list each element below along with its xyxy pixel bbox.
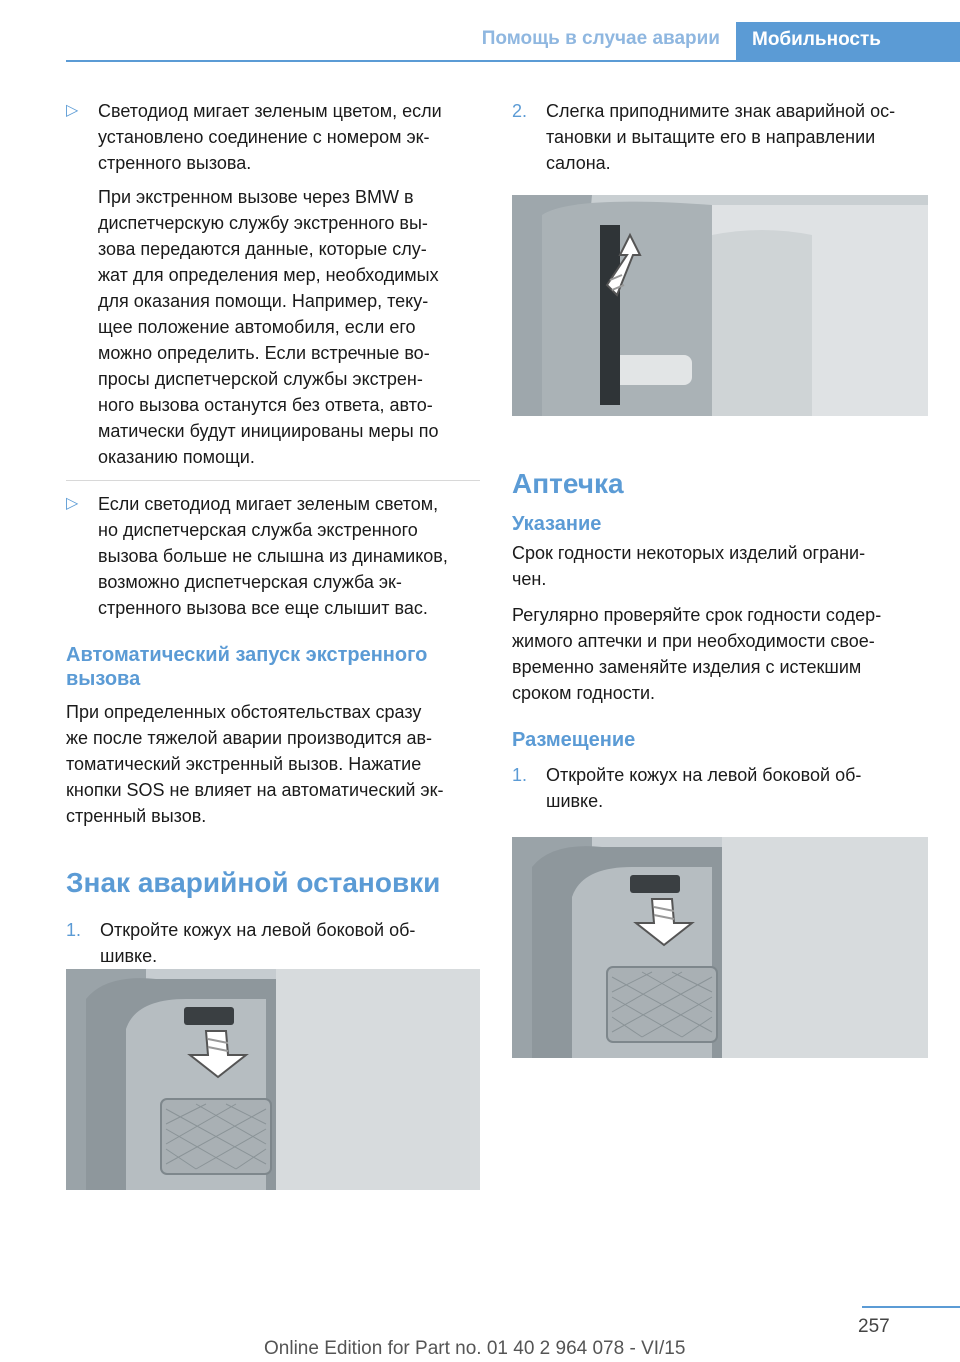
text-line: оказанию помощи. bbox=[98, 447, 255, 467]
text-line: кнопки SOS не влияет на автоматический эк- bbox=[66, 780, 444, 800]
warning-triangle-heading: Знак аварийной остановки bbox=[66, 867, 441, 898]
text-line: стренного вызова. bbox=[98, 153, 252, 173]
right-column bbox=[512, 98, 930, 176]
text-line: просы диспетчерской службы экстрен- bbox=[98, 369, 423, 389]
text-line: тановки и вытащите его в направлении bbox=[546, 127, 876, 147]
header-divider bbox=[66, 60, 960, 62]
header-chapter-label: Мобильность bbox=[752, 29, 881, 50]
text-line: Слегка приподнимите знак аварийной ос- bbox=[546, 101, 896, 121]
text-line: жат для определения мер, необходимых bbox=[98, 265, 439, 285]
edition-note: Online Edition for Part no. 01 40 2 964 078 - VI/15 bbox=[264, 1338, 686, 1359]
text-line: Откройте кожух на левой боковой об- bbox=[100, 920, 416, 940]
heading-line: вызова bbox=[66, 668, 141, 690]
warning-step-2 bbox=[512, 98, 930, 176]
note-text bbox=[512, 540, 930, 592]
placement-heading: Размещение bbox=[512, 729, 636, 751]
first-aid-step-1 bbox=[512, 762, 930, 814]
bullet-led-green-connection bbox=[66, 98, 480, 470]
step-number: 1. bbox=[512, 765, 528, 785]
text-line: матически будут инициированы меры по bbox=[98, 421, 439, 441]
text-line: салона. bbox=[546, 153, 611, 173]
bullet-subparagraph bbox=[98, 184, 480, 470]
text-line: зова передаются данные, которые слу- bbox=[98, 239, 427, 259]
first-aid-side-trim-illustration bbox=[512, 837, 928, 1058]
side-trim-illustration bbox=[66, 969, 480, 1190]
text-line: томатический экстренный вызов. Нажатие bbox=[66, 754, 422, 774]
text-line: Откройте кожух на левой боковой об- bbox=[546, 765, 862, 785]
text-line: сроком годности. bbox=[512, 683, 656, 703]
text-line: стренный вызов. bbox=[66, 806, 207, 826]
side-trim-cover-image bbox=[66, 969, 480, 1190]
step-number: 1. bbox=[66, 920, 82, 940]
text-line: При экстренном вызове через BMW в bbox=[98, 187, 414, 207]
text-line: установлено соединение с номером эк- bbox=[98, 127, 430, 147]
footer-divider bbox=[862, 1306, 960, 1308]
text-line: Светодиод мигает зеленым цветом, если bbox=[98, 101, 442, 121]
triangle-bullet-icon: ▷ bbox=[66, 495, 79, 512]
first-aid-side-trim-image bbox=[512, 837, 928, 1058]
warning-triangle-illustration bbox=[512, 195, 928, 416]
text-line: Срок годности некоторых изделий ограни- bbox=[512, 543, 866, 563]
text-line: чен. bbox=[512, 569, 547, 589]
text-line: Если светодиод мигает зеленым светом, bbox=[98, 494, 439, 514]
auto-emergency-call-text bbox=[66, 699, 480, 829]
text-line: шивке. bbox=[546, 791, 604, 811]
warning-triangle-removal-image bbox=[512, 195, 928, 416]
first-aid-heading: Аптечка bbox=[512, 468, 624, 499]
text-line: диспетчерскую службу экстренного вы- bbox=[98, 213, 428, 233]
text-line: щее положение автомобиля, если его bbox=[98, 317, 416, 337]
left-column bbox=[66, 98, 480, 969]
auto-emergency-call-heading bbox=[66, 643, 480, 691]
text-line: Регулярно проверяйте срок годности содер- bbox=[512, 605, 882, 625]
text-line: для оказания помощи. Например, теку- bbox=[98, 291, 429, 311]
check-expiry-text bbox=[512, 602, 930, 706]
triangle-bullet-icon: ▷ bbox=[66, 102, 79, 119]
text-line: При определенных обстоятельствах сразу bbox=[66, 702, 422, 722]
text-line: возможно диспетчерская служба эк- bbox=[98, 572, 402, 592]
text-line: шивке. bbox=[100, 946, 158, 966]
text-line: но диспетчерская служба экстренного bbox=[98, 520, 418, 540]
note-heading: Указание bbox=[512, 513, 602, 535]
text-line: можно определить. Если встречные во- bbox=[98, 343, 430, 363]
step-number: 2. bbox=[512, 101, 528, 121]
text-line: временно заменяйте изделия с истекшим bbox=[512, 657, 862, 677]
heading-line: Автоматический запуск экстренного bbox=[66, 644, 428, 666]
bullet-led-green-no-audio bbox=[66, 491, 480, 621]
text-line: вызова больше не слышна из динамиков, bbox=[98, 546, 448, 566]
page-number: 257 bbox=[858, 1316, 890, 1337]
text-line: жимого аптечки и при необходимости свое- bbox=[512, 631, 875, 651]
warning-step-1 bbox=[66, 917, 480, 969]
text-line: стренного вызова все еще слышит вас. bbox=[98, 598, 428, 618]
text-line: же после тяжелой аварии производится ав- bbox=[66, 728, 433, 748]
header-chapter-tab bbox=[736, 22, 960, 62]
text-line: ного вызова останутся без ответа, авто- bbox=[98, 395, 433, 415]
bullet-divider bbox=[66, 480, 480, 481]
header-section-title: Помощь в случае аварии bbox=[481, 28, 720, 49]
first-aid-section bbox=[512, 468, 930, 814]
